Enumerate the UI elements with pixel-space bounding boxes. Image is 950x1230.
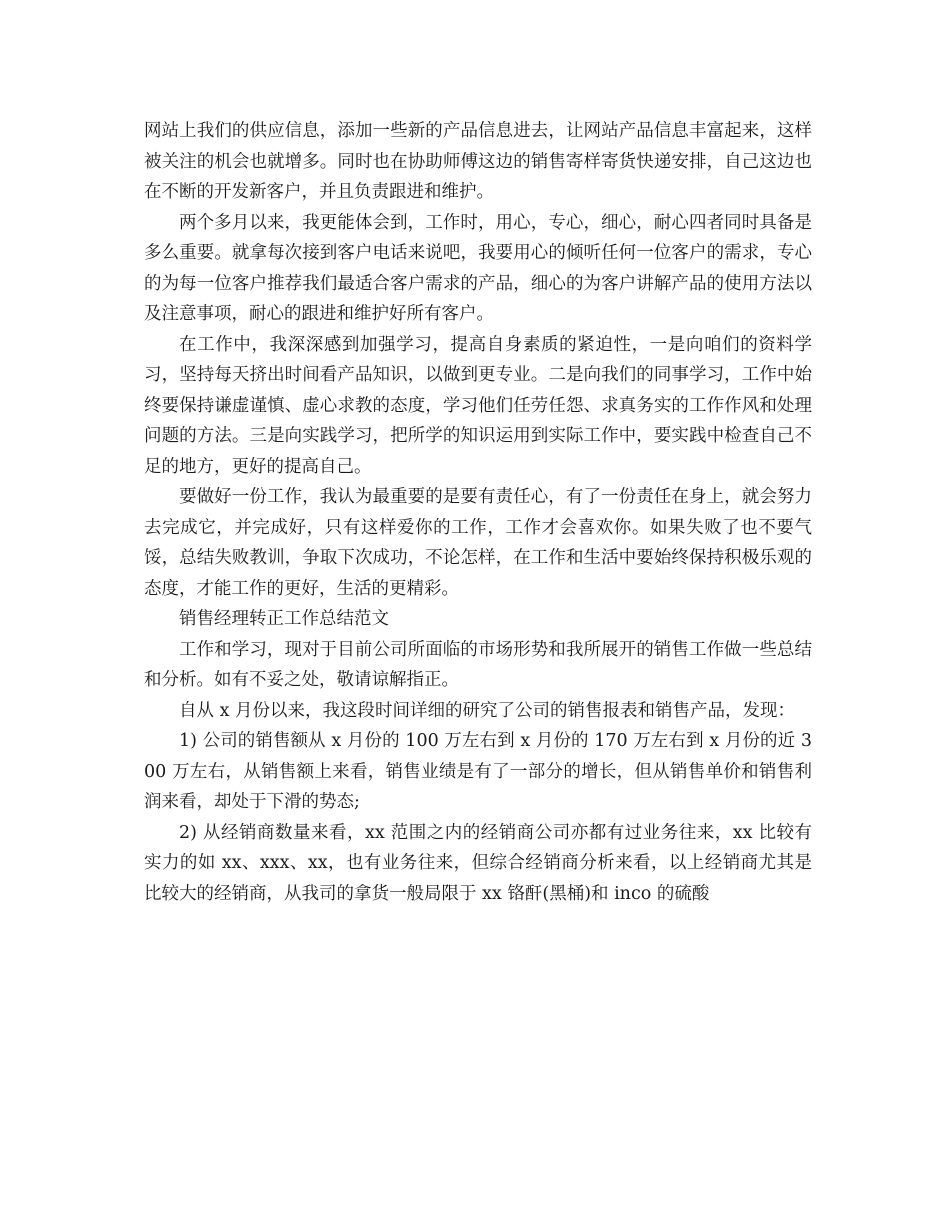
list-item: 1) 公司的销售额从 x 月份的 100 万左右到 x 月份的 170 万左右到 x 月份的近 300 万左右，从销售额上来看，销售业绩是有了一部分的增长，但从销售单价和销售利润来看，却处于下滑的势态; <box>144 731 812 812</box>
paragraph: 两个多月以来，我更能体会到，工作时，用心，专心，细心，耐心四者同时具备是多么重要。就拿每次接到客户电话来说吧，我要用心的倾听任何一位客户的需求，专心的为每一位客户推荐我们最适合客户需求的产品，细心的为客户讲解产品的使用方法以及注意事项，耐心的跟进和维护好所有客户。 <box>144 212 812 324</box>
document-body <box>144 116 812 909</box>
paragraph: 自从 x 月份以来，我这段时间详细的研究了公司的销售报表和销售产品，发现： <box>179 700 795 721</box>
paragraph: 要做好一份工作，我认为最重要的是要有责任心，有了一份责任在身上，就会努力去完成它，并完成好，只有这样爱你的工作，工作才会喜欢你。如果失败了也不要气馁，总结失败教训，争取下次成功，不论怎样，在工作和生活中要始终保持积极乐观的态度，才能工作的更好，生活的更精彩。 <box>144 487 812 599</box>
paragraph: 工作和学习，现对于目前公司所面临的市场形势和我所展开的销售工作做一些总结和分析。如有不妥之处，敬请谅解指正。 <box>144 639 812 690</box>
list-item: 2) 从经销商数量来看，xx 范围之内的经销商公司亦都有过业务往来，xx 比较有实力的如 xx、xxx、xx，也有业务往来，但综合经销商分析来看，以上经销商尤其是比较大的经销商，从我司的拿货一般局限于 xx 铬酐(黑桶)和 inco 的硫酸 <box>144 822 812 904</box>
paragraph-continued: 网站上我们的供应信息，添加一些新的产品信息进去，让网站产品信息丰富起来，这样被关注的机会也就增多。同时也在协助师傅这边的销售寄样寄货快递安排，自己这边也在不断的开发新客户，并且负责跟进和维护。 <box>144 121 812 202</box>
section-title: 销售经理转正工作总结范文 <box>179 609 389 629</box>
paragraph: 在工作中，我深深感到加强学习，提高自身素质的紧迫性，一是向咱们的资料学习，坚持每天挤出时间看产品知识，以做到更专业。二是向我们的同事学习，工作中始终要保持谦虚谨慎、虚心求教的态度，学习他们任劳任怨、求真务实的工作作风和处理问题的方法。三是向实践学习，把所学的知识运用到实际工作中，要实践中检查自己不足的地方，更好的提高自己。 <box>144 334 812 477</box>
